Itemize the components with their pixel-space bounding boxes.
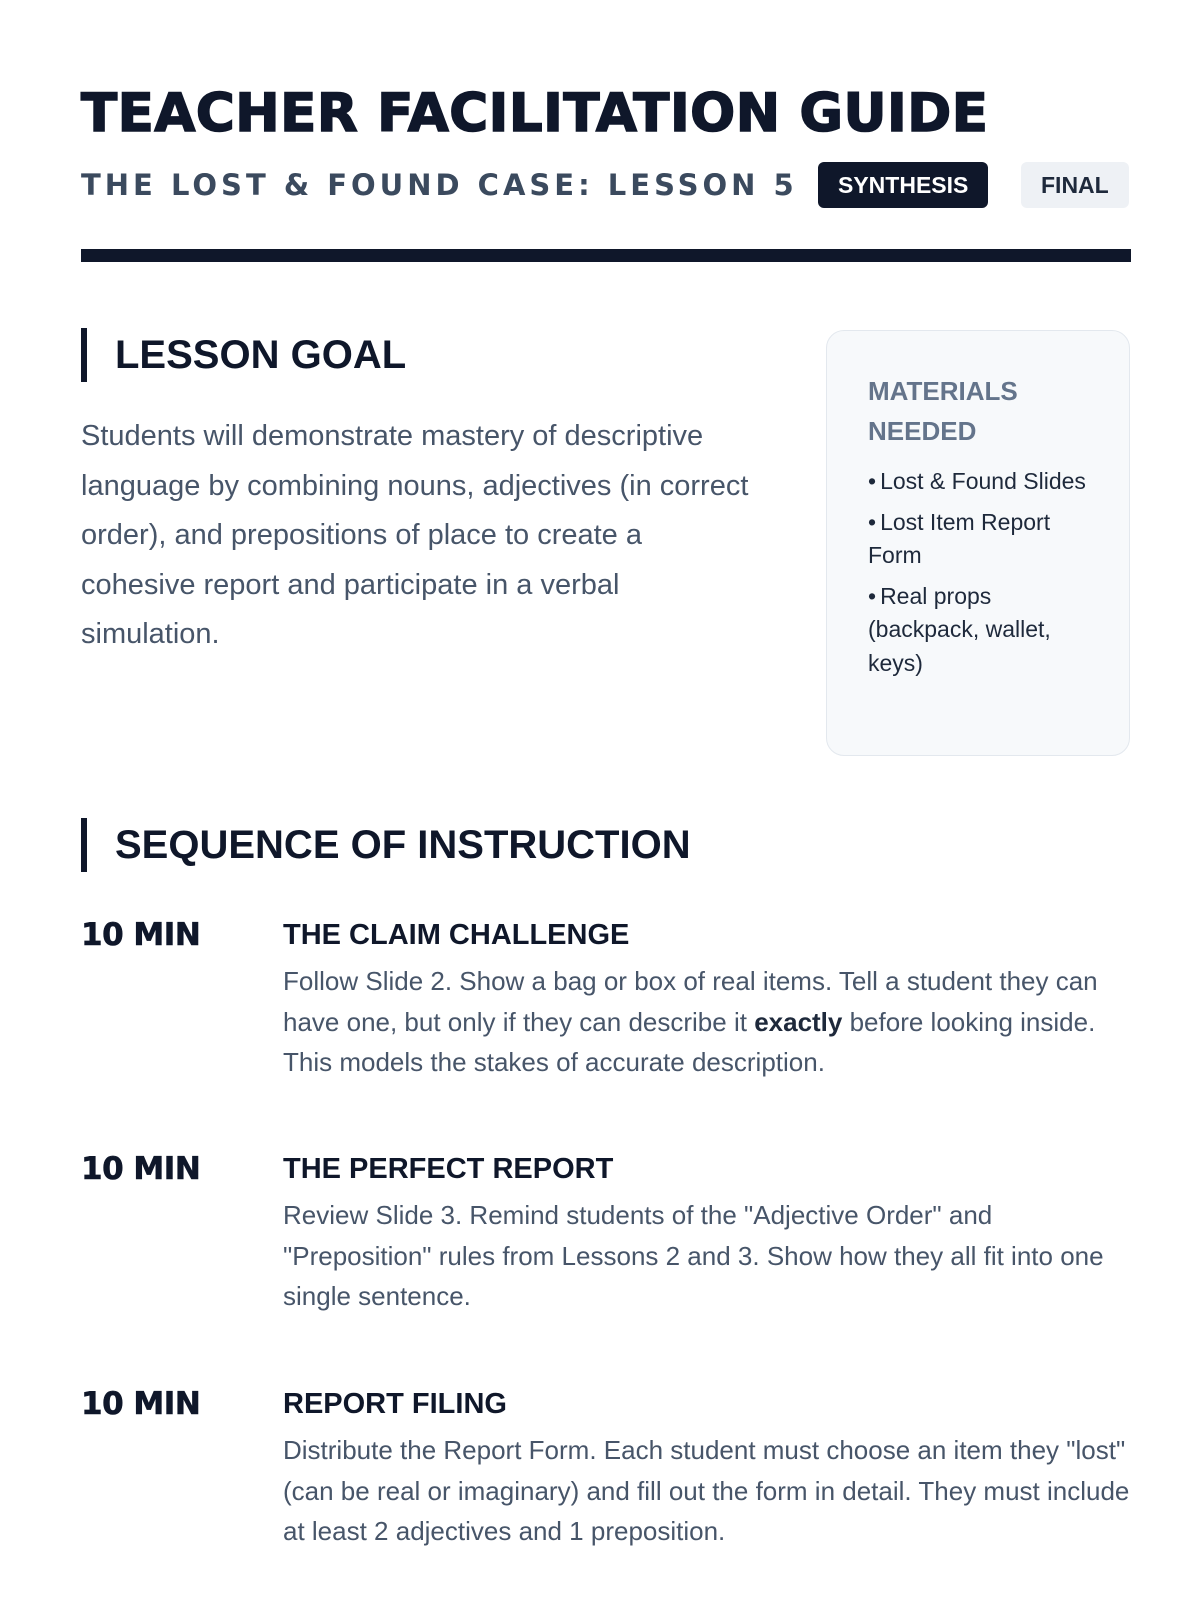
step-description: Review Slide 3. Remind students of the "Adjective Order" and "Preposition" rules from Lessons 2 and 3. Show how they all fit into one single sentence.: [283, 1200, 1104, 1311]
subtitle-row: [81, 161, 1131, 209]
materials-item-label: Lost Item Report Form: [868, 508, 1051, 568]
step-description-emphasis: exactly: [754, 1006, 843, 1037]
step-title: REPORT FILING: [283, 1388, 507, 1420]
materials-list: [868, 465, 1089, 680]
lesson-goal-text: Students will demonstrate mastery of descriptive language by combining nouns, adjectives (in correct order), and prepositions of place to create a cohesive report and participate in a verbal simulation.: [81, 420, 749, 650]
step-duration: 10 MIN: [81, 1151, 201, 1187]
page-title: TEACHER FACILITATION GUIDE: [81, 83, 989, 144]
lesson-goal-heading-group: [81, 328, 406, 382]
materials-item: [868, 506, 1089, 573]
lesson-subtitle: THE LOST & FOUND CASE: LESSON 5: [81, 168, 798, 202]
final-badge: FINAL: [1021, 162, 1129, 208]
step-body: [283, 1384, 1131, 1552]
sequence-heading-group: [81, 818, 691, 872]
materials-item: [868, 465, 1089, 499]
section-accent-bar: [81, 818, 87, 872]
step-description-text: Follow Slide 2. Show a bag or box of real items. Tell a student they can have one, but only if they can describe it: [283, 966, 1098, 1037]
materials-title: MATERIALS NEEDED: [868, 376, 1018, 446]
synthesis-badge: SYNTHESIS: [818, 162, 988, 208]
step-description-text: before looking inside. This models the stakes of accurate description.: [283, 1006, 1096, 1077]
step-description: [283, 961, 1131, 1083]
materials-item-label: Lost & Found Slides: [880, 468, 1086, 494]
section-accent-bar: [81, 328, 87, 382]
step-title: THE PERFECT REPORT: [283, 1153, 614, 1185]
bullet-icon: •: [868, 508, 877, 535]
materials-item: [868, 580, 1089, 681]
step-duration: 10 MIN: [81, 917, 201, 953]
sequence-heading: SEQUENCE OF INSTRUCTION: [115, 822, 691, 867]
materials-item-label: Real props (backpack, wallet, keys): [868, 582, 1051, 676]
lesson-goal-heading: LESSON GOAL: [115, 332, 407, 377]
step-title: THE CLAIM CHALLENGE: [283, 919, 630, 951]
bullet-icon: •: [868, 582, 877, 609]
step-body: [283, 1149, 1131, 1317]
step-body: [283, 915, 1131, 1083]
materials-card: [826, 330, 1130, 756]
step-description: Distribute the Report Form. Each student must choose an item they "lost" (can be real or imaginary) and fill out the form in detail. They must include at least 2 adjectives and 1 preposition.: [283, 1435, 1130, 1546]
bullet-icon: •: [868, 468, 877, 494]
header-divider: [81, 249, 1131, 262]
step-duration: 10 MIN: [81, 1386, 201, 1422]
